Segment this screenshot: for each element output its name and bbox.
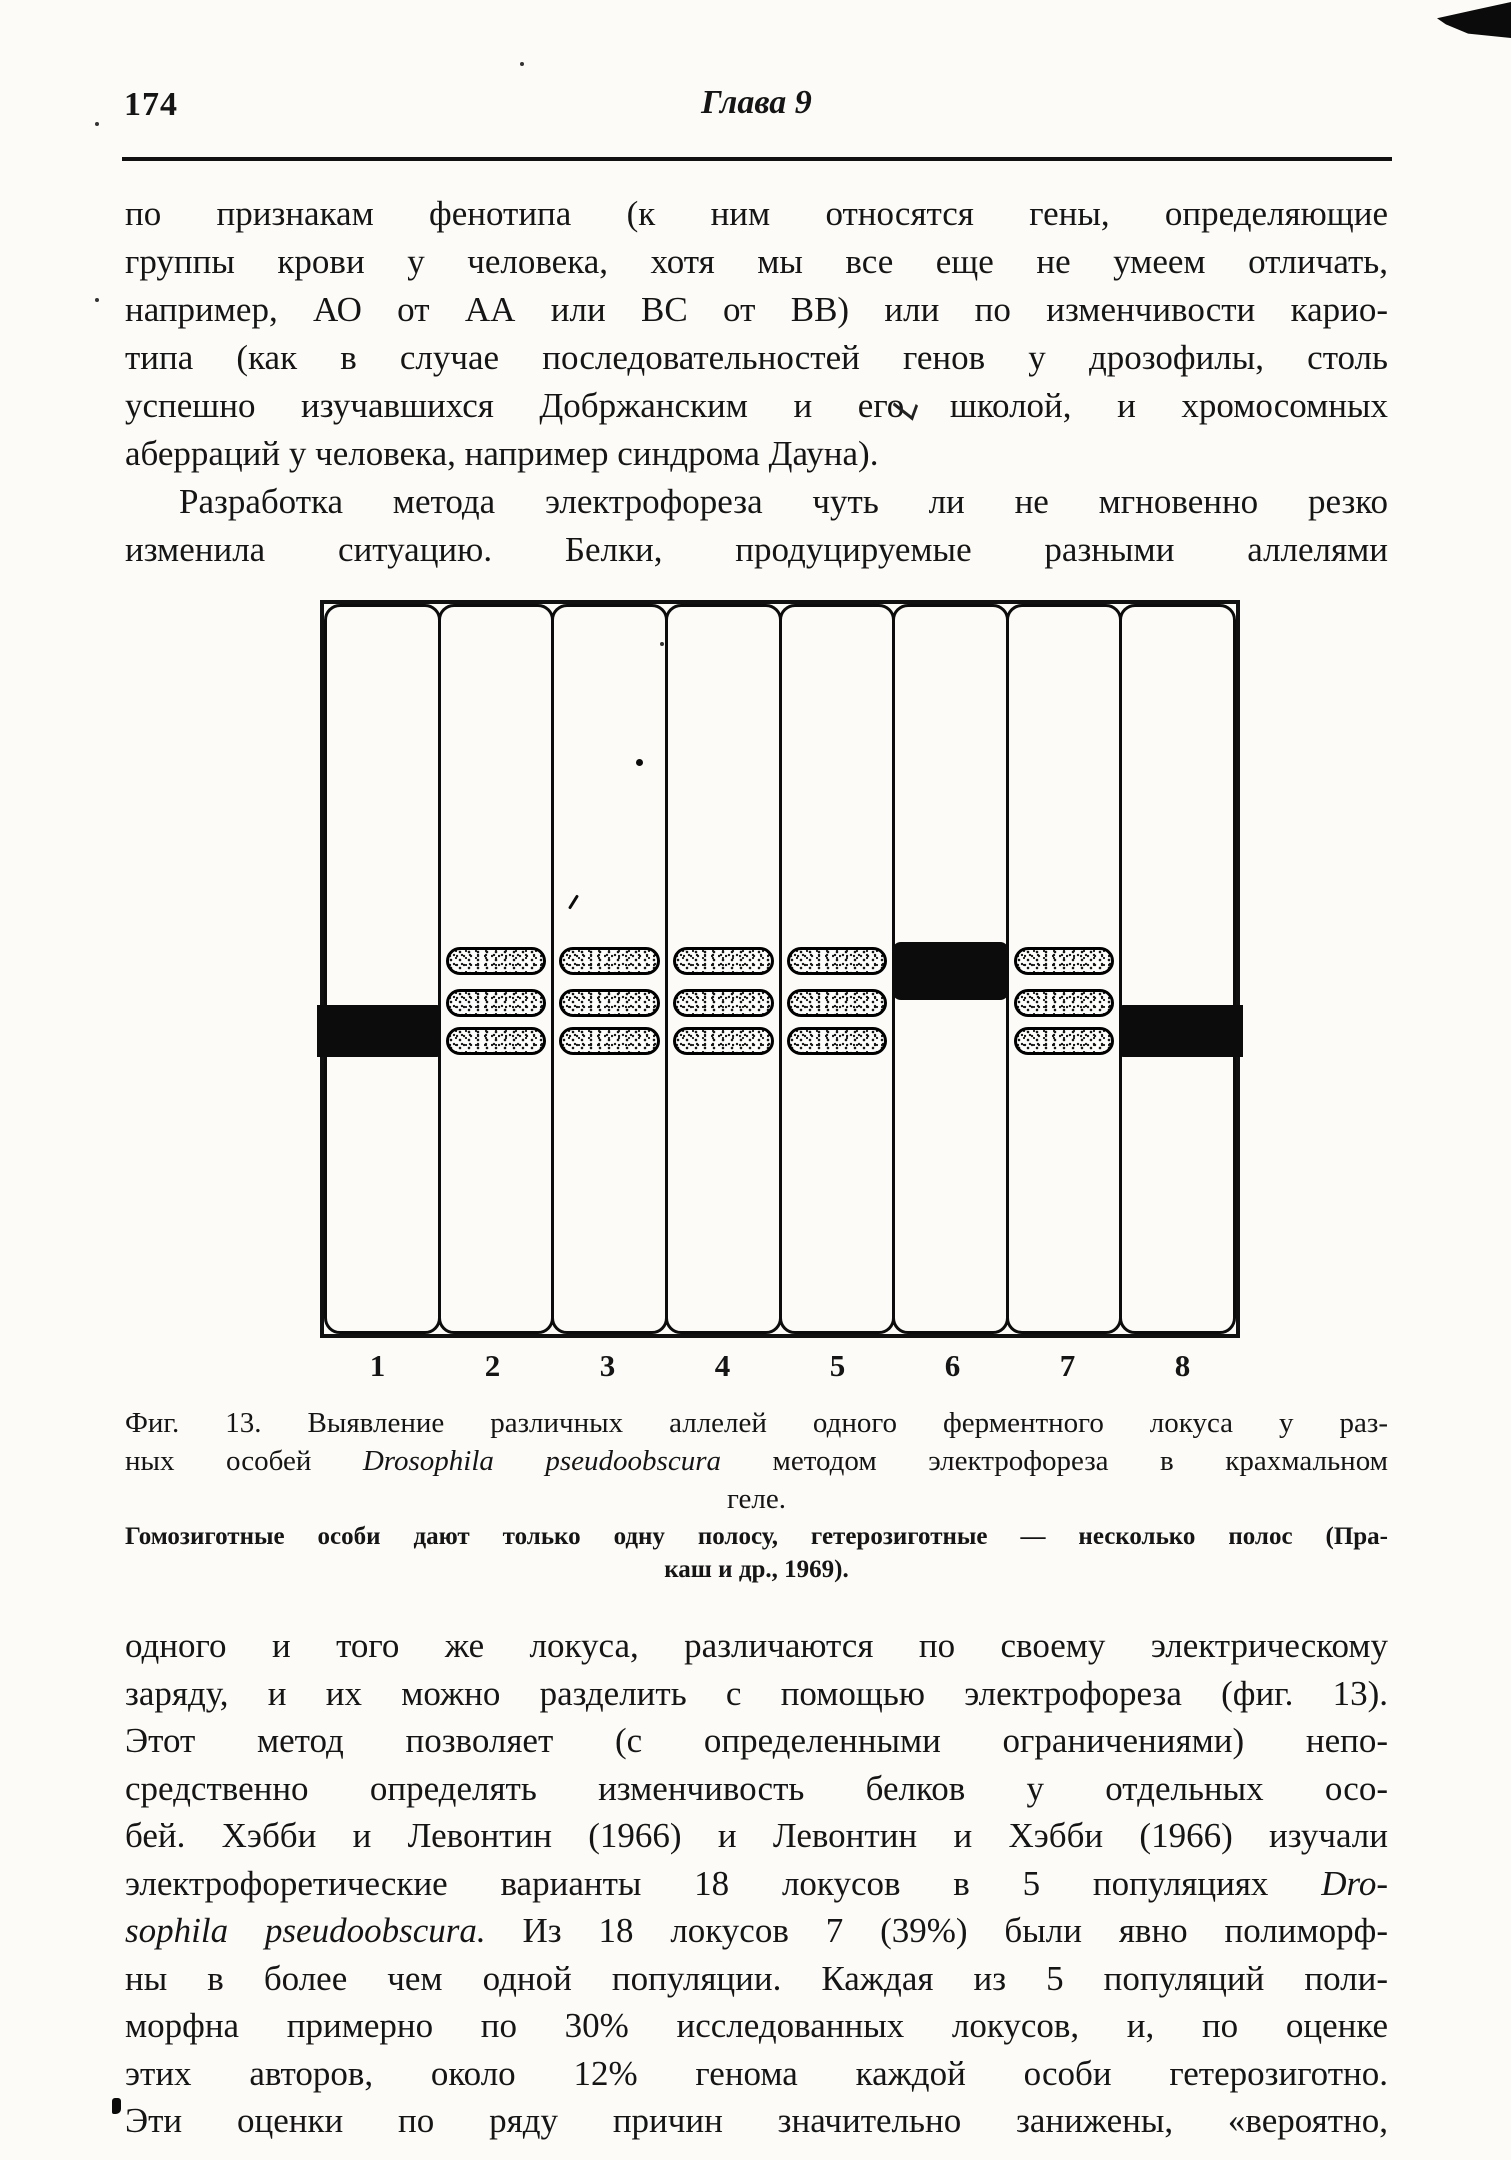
stippled-band bbox=[1014, 1027, 1115, 1055]
paragraph-line: изменила ситуацию. Белки, продуцируемые разными аллелями bbox=[125, 530, 1388, 569]
caption-text: методом электрофореза в крахмальном bbox=[721, 1445, 1388, 1477]
stippled-band bbox=[446, 989, 547, 1017]
solid-band bbox=[317, 1005, 441, 1057]
scan-artifact bbox=[660, 642, 664, 646]
paragraph-line: заряду, и их можно разделить с помощью электрофореза (фиг. 13). bbox=[125, 1673, 1388, 1713]
caption-text: ных особей bbox=[125, 1445, 363, 1477]
subcaption-line: каш и др., 1969). bbox=[664, 1556, 849, 1583]
lane-number: 1 bbox=[369, 1348, 386, 1383]
gel-lane-6 bbox=[892, 604, 1009, 1334]
gel-lanes bbox=[324, 604, 1236, 1334]
paragraph-text: Из 18 локусов 7 (39%) были явно полиморф- bbox=[485, 1911, 1388, 1950]
gel-lane-7 bbox=[1006, 604, 1123, 1334]
lane-number: 3 bbox=[599, 1348, 616, 1383]
paragraph-line bbox=[125, 1907, 1388, 1955]
species-name: Dro- bbox=[1321, 1863, 1388, 1903]
stippled-band bbox=[559, 989, 660, 1017]
lane-number-row bbox=[320, 1348, 1240, 1384]
stippled-band bbox=[787, 947, 888, 975]
paragraph-text: электрофоретические варианты 18 локусов в 5 популяциях bbox=[125, 1863, 1322, 1903]
gel-lane-8 bbox=[1119, 604, 1236, 1334]
species-name: sophila pseudoobscura. bbox=[125, 1911, 486, 1950]
paragraph-line: Эти оценки по ряду причин значительно занижены, «вероятно, bbox=[125, 2101, 1388, 2140]
scan-artifact bbox=[112, 2098, 121, 2114]
stippled-band bbox=[787, 1027, 888, 1055]
caption-line bbox=[125, 1442, 1388, 1480]
gel-lane-3 bbox=[551, 604, 668, 1334]
stippled-band bbox=[446, 1027, 547, 1055]
paragraph-line: одного и того же локуса, различаются по своему электрическому bbox=[125, 1626, 1388, 1665]
stippled-band bbox=[673, 947, 774, 975]
paragraph-line: успешно изучавшихся Добржанским и его школой, и хромосомных bbox=[125, 386, 1388, 425]
paragraph-3 bbox=[125, 1622, 1388, 2145]
stippled-band bbox=[559, 1027, 660, 1055]
figure-caption bbox=[125, 1404, 1388, 1518]
subcaption-line: Гомозиготные особи дают только одну полосу, гетерозиготные — несколько полос (Пра- bbox=[125, 1523, 1388, 1550]
scan-artifact bbox=[95, 122, 99, 126]
stippled-band bbox=[673, 989, 774, 1017]
stippled-band bbox=[559, 947, 660, 975]
page-number: 174 bbox=[124, 86, 178, 123]
scan-artifact bbox=[520, 62, 524, 66]
stippled-band bbox=[1014, 947, 1115, 975]
caption-line: геле. bbox=[727, 1483, 786, 1515]
gel-lane-5 bbox=[779, 604, 896, 1334]
paragraph-line: бей. Хэбби и Левонтин (1966) и Левонтин и Хэбби (1966) изучали bbox=[125, 1816, 1388, 1855]
paragraph-line: средственно определять изменчивость белков у отдельных осо- bbox=[125, 1768, 1388, 1808]
lane-number: 6 bbox=[944, 1348, 961, 1383]
paragraph-line: Разработка метода электрофореза чуть ли не мгновенно резко bbox=[179, 482, 1388, 521]
gel-lane-1 bbox=[324, 604, 441, 1334]
stippled-band bbox=[787, 989, 888, 1017]
stippled-band bbox=[673, 1027, 774, 1055]
chapter-header: Глава 9 bbox=[701, 84, 812, 121]
scan-artifact bbox=[1437, 2, 1511, 38]
figure-subcaption bbox=[125, 1520, 1388, 1586]
solid-band bbox=[1119, 1005, 1243, 1057]
paragraph-line: ны в более чем одной популяции. Каждая из 5 популяций поли- bbox=[125, 1958, 1388, 1998]
caption-line: Фиг. 13. Выявление различных аллелей одного ферментного локуса у раз- bbox=[125, 1407, 1388, 1439]
paragraph-line: Этот метод позволяет (с определенными ограничениями) непо- bbox=[125, 1721, 1388, 1760]
header-rule bbox=[122, 157, 1392, 161]
solid-band bbox=[892, 942, 1009, 1000]
species-name: Drosophila pseudoobscura bbox=[362, 1445, 721, 1477]
stippled-band bbox=[446, 947, 547, 975]
paragraph-2 bbox=[125, 478, 1388, 574]
scan-artifact bbox=[636, 759, 643, 766]
paragraph-line: например, АО от АА или ВС от ВВ) или по изменчивости карио- bbox=[125, 290, 1388, 329]
paragraph-line: типа (как в случае последовательностей генов у дрозофилы, столь bbox=[125, 338, 1388, 377]
lane-number: 5 bbox=[829, 1348, 846, 1383]
paragraph-line: этих авторов, около 12% генома каждой особи гетерозиготно. bbox=[125, 2053, 1388, 2093]
stippled-band bbox=[1014, 989, 1115, 1017]
gel-electrophoresis-figure bbox=[320, 600, 1240, 1338]
lane-number: 4 bbox=[714, 1348, 731, 1383]
paragraph-1 bbox=[125, 190, 1388, 478]
gel-lane-4 bbox=[665, 604, 782, 1334]
gel-lane-2 bbox=[438, 604, 555, 1334]
paragraph-line: группы крови у человека, хотя мы все еще не умеем отличать, bbox=[125, 242, 1388, 281]
paragraph-line: по признакам фенотипа (к ним относятся гены, определяющие bbox=[125, 194, 1388, 233]
paragraph-line bbox=[125, 1860, 1388, 1908]
lane-number: 2 bbox=[484, 1348, 501, 1383]
paragraph-line: аберраций у человека, например синдрома Дауна). bbox=[125, 434, 879, 473]
lane-number: 8 bbox=[1174, 1348, 1191, 1383]
paragraph-line: морфна примерно по 30% исследованных локусов, и, по оценке bbox=[125, 2006, 1388, 2045]
scan-artifact bbox=[95, 298, 99, 302]
lane-number: 7 bbox=[1059, 1348, 1076, 1383]
